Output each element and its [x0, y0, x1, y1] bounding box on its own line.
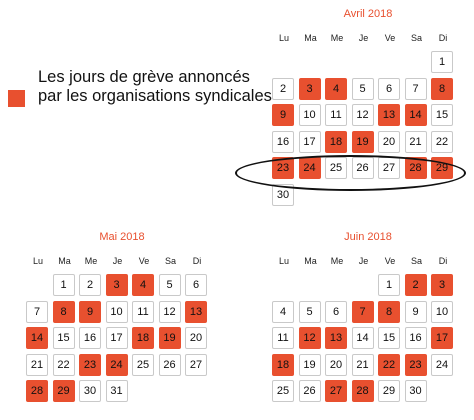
day-cell[interactable]: 6	[378, 78, 400, 100]
day-cell[interactable]: 4	[325, 78, 347, 100]
day-cell[interactable]: 22	[431, 131, 453, 153]
day-cell[interactable]: 31	[106, 380, 128, 402]
day-cell[interactable]: 20	[325, 354, 347, 376]
weekday-label: Di	[438, 256, 448, 266]
calendar-mai-2018	[26, 231, 218, 411]
day-cell[interactable]: 14	[352, 327, 374, 349]
day-cell[interactable]: 13	[378, 104, 400, 126]
day-cell[interactable]: 28	[26, 380, 48, 402]
day-cell[interactable]: 29	[378, 380, 400, 402]
day-cell[interactable]: 12	[352, 104, 374, 126]
day-cell[interactable]: 30	[79, 380, 101, 402]
day-cell[interactable]: 6	[185, 274, 207, 296]
day-cell[interactable]: 11	[325, 104, 347, 126]
weekday-label: Di	[438, 33, 448, 43]
highlight-ellipse	[235, 155, 466, 191]
day-cell[interactable]: 29	[431, 157, 453, 179]
month-title: Avril 2018	[343, 8, 393, 20]
day-cell[interactable]: 16	[405, 327, 427, 349]
day-cell[interactable]: 12	[299, 327, 321, 349]
day-cell[interactable]: 14	[26, 327, 48, 349]
day-cell[interactable]: 21	[26, 354, 48, 376]
day-cell[interactable]: 18	[132, 327, 154, 349]
weekday-label: Ma	[304, 33, 317, 43]
day-cell[interactable]: 11	[272, 327, 294, 349]
month-title: Mai 2018	[99, 231, 145, 243]
day-cell[interactable]: 27	[185, 354, 207, 376]
day-cell[interactable]: 30	[272, 184, 294, 206]
day-cell[interactable]: 1	[53, 274, 75, 296]
day-cell[interactable]: 7	[405, 78, 427, 100]
weekday-label: Ve	[384, 256, 396, 266]
day-cell[interactable]: 16	[79, 327, 101, 349]
weekday-label: Lu	[32, 256, 43, 266]
day-cell[interactable]: 20	[185, 327, 207, 349]
day-cell[interactable]: 3	[106, 274, 128, 296]
day-cell[interactable]: 27	[378, 157, 400, 179]
day-cell[interactable]: 17	[299, 131, 321, 153]
day-cell[interactable]: 19	[352, 131, 374, 153]
weekday-label: Di	[192, 256, 202, 266]
day-cell[interactable]: 2	[405, 274, 427, 296]
day-cell[interactable]: 26	[299, 380, 321, 402]
day-cell[interactable]: 23	[272, 157, 294, 179]
day-cell[interactable]: 2	[272, 78, 294, 100]
weekday-label: Lu	[278, 256, 289, 266]
day-cell[interactable]: 5	[299, 301, 321, 323]
day-cell[interactable]: 17	[431, 327, 453, 349]
day-cell[interactable]: 10	[431, 301, 453, 323]
day-cell[interactable]: 27	[325, 380, 347, 402]
day-cell[interactable]: 19	[159, 327, 181, 349]
day-cell[interactable]: 3	[431, 274, 453, 296]
day-cell[interactable]: 23	[79, 354, 101, 376]
day-cell[interactable]: 6	[325, 301, 347, 323]
day-cell[interactable]: 14	[405, 104, 427, 126]
weekday-label: Lu	[278, 33, 289, 43]
weekday-label: Me	[330, 33, 344, 43]
day-cell[interactable]: 24	[106, 354, 128, 376]
day-cell[interactable]: 18	[272, 354, 294, 376]
weekday-label: Sa	[164, 256, 176, 266]
day-cell[interactable]: 19	[299, 354, 321, 376]
day-cell[interactable]: 8	[378, 301, 400, 323]
day-cell[interactable]: 7	[26, 301, 48, 323]
day-cell[interactable]: 15	[53, 327, 75, 349]
day-cell[interactable]: 10	[106, 301, 128, 323]
day-cell[interactable]: 18	[325, 131, 347, 153]
day-cell[interactable]: 24	[299, 157, 321, 179]
weekday-label: Ma	[58, 256, 71, 266]
weekday-label: Je	[358, 33, 369, 43]
day-cell[interactable]: 22	[53, 354, 75, 376]
day-cell[interactable]: 25	[272, 380, 294, 402]
day-cell[interactable]: 20	[378, 131, 400, 153]
day-cell[interactable]: 13	[185, 301, 207, 323]
legend-swatch	[8, 90, 25, 107]
day-cell[interactable]: 1	[431, 51, 453, 73]
day-cell[interactable]: 3	[299, 78, 321, 100]
weekday-label: Me	[84, 256, 98, 266]
day-cell[interactable]: 23	[405, 354, 427, 376]
weekday-label: Sa	[410, 256, 422, 266]
day-cell[interactable]: 26	[352, 157, 374, 179]
calendar-juin-2018	[272, 231, 464, 411]
day-cell[interactable]: 1	[378, 274, 400, 296]
day-cell[interactable]: 21	[352, 354, 374, 376]
weekday-label: Ve	[138, 256, 150, 266]
day-cell[interactable]: 10	[299, 104, 321, 126]
day-cell[interactable]: 28	[352, 380, 374, 402]
weekday-label: Sa	[410, 33, 422, 43]
day-cell[interactable]: 7	[352, 301, 374, 323]
day-cell[interactable]: 16	[272, 131, 294, 153]
day-cell[interactable]: 28	[405, 157, 427, 179]
day-cell[interactable]: 2	[79, 274, 101, 296]
day-cell[interactable]: 8	[431, 78, 453, 100]
day-cell[interactable]: 11	[132, 301, 154, 323]
day-cell[interactable]: 15	[431, 104, 453, 126]
day-cell[interactable]: 24	[431, 354, 453, 376]
legend-text: Les jours de grève annoncés par les organisations syndicales	[38, 68, 272, 105]
day-cell[interactable]: 22	[378, 354, 400, 376]
weekday-label: Ma	[304, 256, 317, 266]
day-cell[interactable]: 25	[132, 354, 154, 376]
day-cell[interactable]: 9	[79, 301, 101, 323]
day-cell[interactable]: 17	[106, 327, 128, 349]
day-cell[interactable]: 4	[132, 274, 154, 296]
day-cell[interactable]: 29	[53, 380, 75, 402]
day-cell[interactable]: 13	[325, 327, 347, 349]
weekday-label: Me	[330, 256, 344, 266]
day-cell[interactable]: 30	[405, 380, 427, 402]
day-cell[interactable]: 4	[272, 301, 294, 323]
day-cell[interactable]: 12	[159, 301, 181, 323]
weekday-label: Je	[112, 256, 123, 266]
day-cell[interactable]: 5	[352, 78, 374, 100]
day-cell[interactable]: 15	[378, 327, 400, 349]
day-cell[interactable]: 21	[405, 131, 427, 153]
weekday-label: Je	[358, 256, 369, 266]
day-cell[interactable]: 25	[325, 157, 347, 179]
day-cell[interactable]: 8	[53, 301, 75, 323]
day-cell[interactable]: 9	[272, 104, 294, 126]
month-title: Juin 2018	[344, 231, 392, 243]
day-cell[interactable]: 26	[159, 354, 181, 376]
day-cell[interactable]: 5	[159, 274, 181, 296]
day-cell[interactable]: 9	[405, 301, 427, 323]
weekday-label: Ve	[384, 33, 396, 43]
